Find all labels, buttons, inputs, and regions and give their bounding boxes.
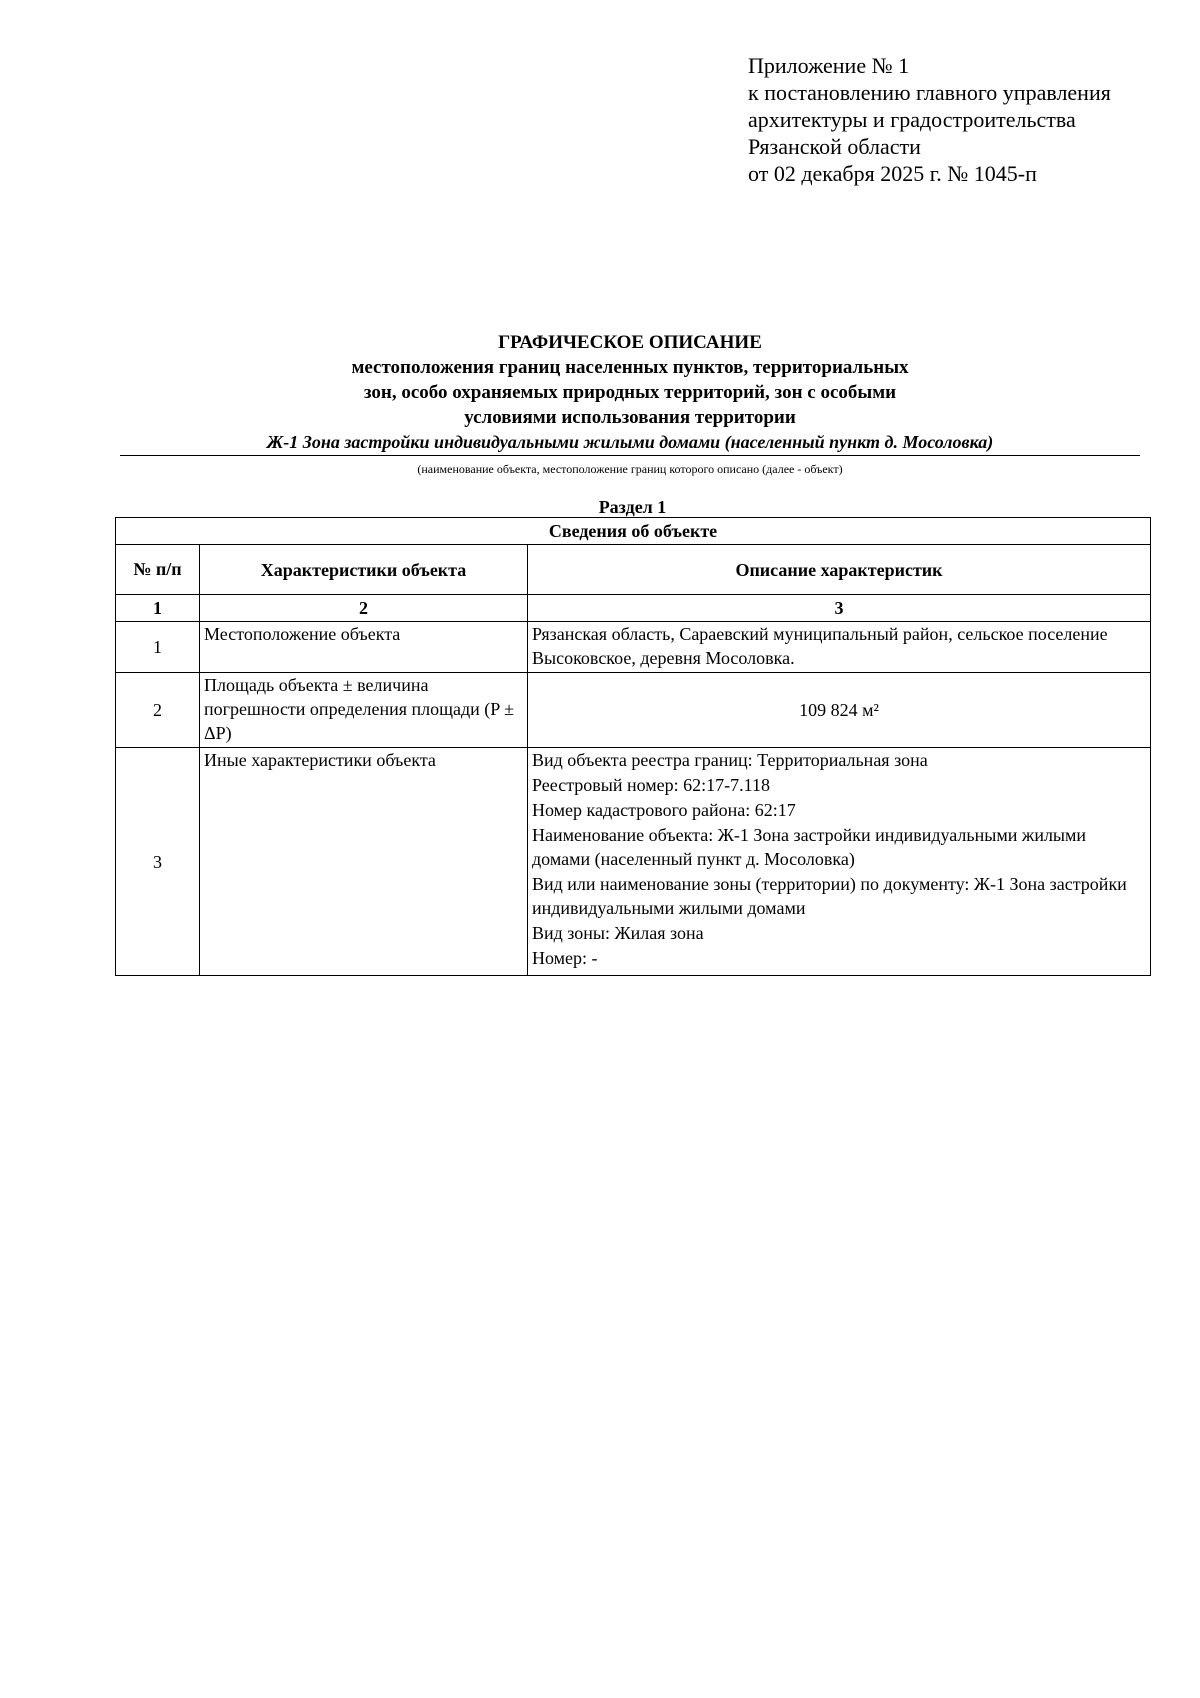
header-characteristic: Характеристики объекта xyxy=(200,545,528,595)
row-characteristic: Площадь объекта ± величина погрешности определения площади (P ± ΔP) xyxy=(200,673,528,748)
title-sub-line: условиями использования территории xyxy=(464,407,796,428)
column-number: 1 xyxy=(116,595,200,622)
row-number: 2 xyxy=(116,673,200,748)
row-characteristic: Иные характеристики объекта xyxy=(200,748,528,976)
description-line: Вид объекта реестра границ: Территориальная зона xyxy=(532,750,928,770)
object-caption: (наименование объекта, местоположение границ которого описано (далее - объект) xyxy=(417,462,843,476)
description-line: Вид зоны: Жилая зона xyxy=(532,923,704,943)
description-line: Номер: - xyxy=(532,948,598,968)
appendix-line: Рязанской области xyxy=(748,134,921,159)
table-row xyxy=(116,748,1151,976)
object-name: Ж-1 Зона застройки индивидуальными жилыми домами (населенный пункт д. Мосоловка) xyxy=(120,431,1140,456)
appendix-line: Приложение № 1 xyxy=(748,53,910,78)
column-number: 2 xyxy=(200,595,528,622)
title-main: ГРАФИЧЕСКОЕ ОПИСАНИЕ xyxy=(498,332,762,353)
header-number: № п/п xyxy=(116,545,200,595)
header-description: Описание характеристик xyxy=(528,545,1151,595)
description-line: Номер кадастрового района: 62:17 xyxy=(532,800,796,820)
document-title xyxy=(120,330,1140,456)
table-caption: Сведения об объекте xyxy=(116,518,1151,545)
title-sub-line: зон, особо охраняемых природных территорий, зон с особыми xyxy=(363,382,897,403)
description-line: 109 824 м² xyxy=(799,700,879,720)
description-line: Реестровый номер: 62:17-7.118 xyxy=(532,775,770,795)
appendix-line: от 02 декабря 2025 г. № 1045-п xyxy=(748,161,1037,186)
column-number: 3 xyxy=(528,595,1151,622)
appendix-block xyxy=(748,52,1168,187)
object-info-table xyxy=(115,517,1151,976)
row-characteristic: Местоположение объекта xyxy=(200,622,528,673)
table-row xyxy=(116,622,1151,673)
table-row xyxy=(116,673,1151,748)
appendix-line: архитектуры и градостроительства xyxy=(748,107,1076,132)
title-sub-line: местоположения границ населенных пунктов, территориальных xyxy=(351,357,909,378)
section-title: Раздел 1 xyxy=(598,497,667,517)
row-description xyxy=(528,673,1151,748)
row-description xyxy=(528,748,1151,976)
description-line: Наименование объекта: Ж-1 Зона застройки индивидуальными жилыми домами (населенный пункт д. Мосоловка) xyxy=(532,825,1087,869)
row-number: 3 xyxy=(116,748,200,976)
row-description xyxy=(528,622,1151,673)
row-number: 1 xyxy=(116,622,200,673)
appendix-line: к постановлению главного управления xyxy=(748,80,1111,105)
description-line: Вид или наименование зоны (территории) по документу: Ж-1 Зона застройки индивидуальными жилыми домами xyxy=(532,874,1127,918)
description-line: Рязанская область, Сараевский муниципальный район, сельское поселение Высоковское, деревня Мосоловка. xyxy=(532,624,1108,668)
